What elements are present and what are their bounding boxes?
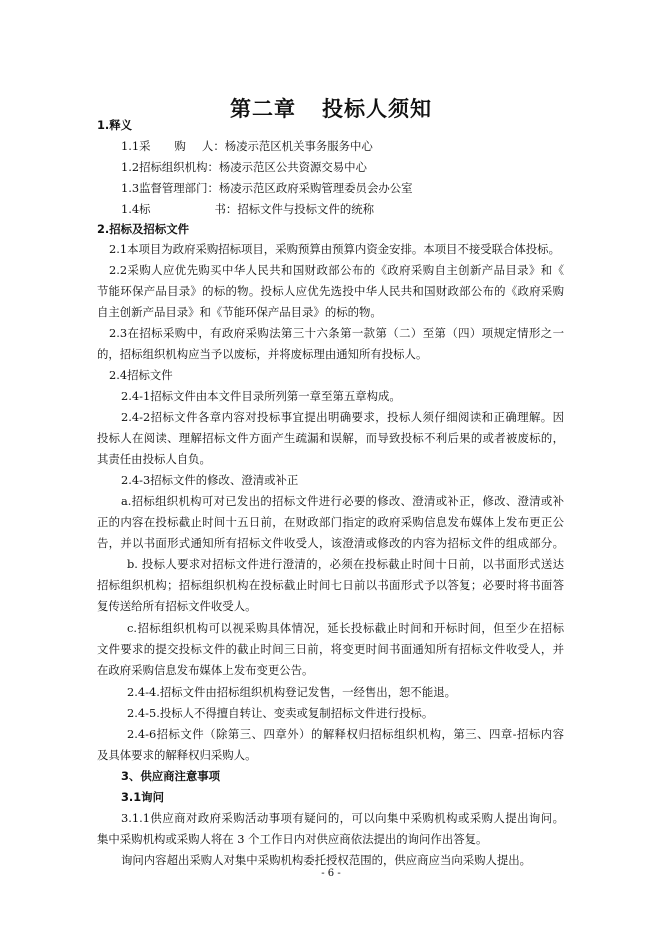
subsection-heading: 2.4-3招标文件的修改、澄清或补正	[121, 473, 299, 487]
section-heading: 2.招标及招标文件	[97, 222, 189, 236]
paragraph-line: 的，招标组织机构应当予以废标，并将废标理由通知所有投标人。	[97, 347, 428, 361]
paragraph-line: 告，并以书面形式通知所有招标文件收受人，该澄清或修改的内容为招标文件的组成部分。	[97, 536, 564, 550]
paragraph-line: 3.1.1供应商对政府采购活动事项有疑问的，可以向集中采购机构或采购人提出询问。	[121, 811, 564, 825]
paragraph-line: 2.2采购人应优先购买中华人民共和国财政部公布的《政府采购自主创新产品目录》和《	[109, 263, 564, 277]
paragraph-line: 2.4-5.投标人不得擅自转让、变卖或复制招标文件进行投标。	[127, 706, 434, 720]
page-number: - 6 -	[321, 868, 341, 879]
paragraph-line: a.招标组织机构可对已发出的招标文件进行必要的修改、澄清或补正，修改、澄清或补	[121, 494, 564, 508]
paragraph-line: 2.3在招标采购中，有政府采购法第三十六条第一款第（二）至第（四）项规定情形之一	[109, 326, 564, 340]
paragraph-line: 及具体要求的解释权归采购人。	[97, 748, 257, 762]
paragraph-line: 节能环保产品目录》的标的物。投标人应优先选投中华人民共和国财政部公布的《政府采购	[97, 284, 564, 298]
paragraph-line: 自主创新产品目录》和《节能环保产品目录》的标的物。	[97, 305, 382, 319]
definition-item: 1.4标 书：招标文件与投标文件的统称	[121, 202, 375, 216]
definition-item: 1.1采 购 人：杨凌示范区机关事务服务中心	[121, 139, 373, 153]
section-heading: 1.释义	[97, 118, 133, 132]
paragraph-line: b. 投标人要求对招标文件进行澄清的，必须在投标截止时间十日前，以书面形式送达	[127, 557, 564, 571]
paragraph-line: c.招标组织机构可以视采购具体情况，延长投标截止时间和开标时间，但至少在招标	[127, 621, 564, 635]
definition-item: 1.3监督管理部门：杨凌示范区政府采购管理委员会办公室	[121, 181, 413, 195]
paragraph-line: 正的内容在投标截止时间十五日前，在财政部门指定的政府采购信息发布媒体上发布更正公	[97, 515, 564, 529]
paragraph-line: 投标人在阅读、理解招标文件方面产生疏漏和误解，而导致投标不利后果的或者被废标的，	[97, 431, 564, 445]
paragraph-line: 文件要求的提交投标文件的截止时间三日前，将变更时间书面通知所有招标文件收受人，并	[97, 642, 564, 656]
definition-item: 1.2招标组织机构：杨凌示范区公共资源交易中心	[121, 160, 367, 174]
paragraph-line: 复传送给所有招标文件收受人。	[97, 599, 257, 613]
section-heading: 3、供应商注意事项	[121, 769, 221, 783]
paragraph-line: 其责任由投标人自负。	[97, 452, 211, 466]
chapter-name: 投标人须知	[322, 97, 432, 121]
subsection-heading: 2.4招标文件	[109, 368, 173, 382]
paragraph-line: 在政府采购信息发布媒体上发布变更公告。	[97, 663, 314, 677]
chapter-number: 第二章	[230, 97, 296, 121]
paragraph-line: 2.4-4.招标文件由招标组织机构登记发售，一经售出，恕不能退。	[127, 685, 456, 699]
paragraph-line: 2.4-6招标文件（除第三、四章外）的解释权归招标组织机构，第三、四章-招标内容	[127, 727, 564, 741]
paragraph-line: 询问内容超出采购人对集中采购机构委托授权范围的，供应商应当向采购人提出。	[121, 853, 532, 867]
paragraph-line: 招标组织机构；招标组织机构在投标截止时间七日前以书面形式予以答复；必要时将书面答	[97, 578, 564, 592]
paragraph-line: 2.4-2招标文件各章内容对投标事宜提出明确要求，投标人须仔细阅读和正确理解。因	[121, 410, 564, 424]
paragraph-line: 集中采购机构或采购人将在 3 个工作日内对供应商依法提出的询问作出答复。	[97, 832, 488, 846]
subsection-heading: 3.1询问	[121, 790, 164, 804]
paragraph-line: 2.4-1招标文件由本文件目录所列第一章至第五章构成。	[121, 389, 401, 403]
paragraph-line: 2.1本项目为政府采购招标项目，采购预算由预算内资金安排。本项目不接受联合体投标。	[109, 242, 560, 256]
